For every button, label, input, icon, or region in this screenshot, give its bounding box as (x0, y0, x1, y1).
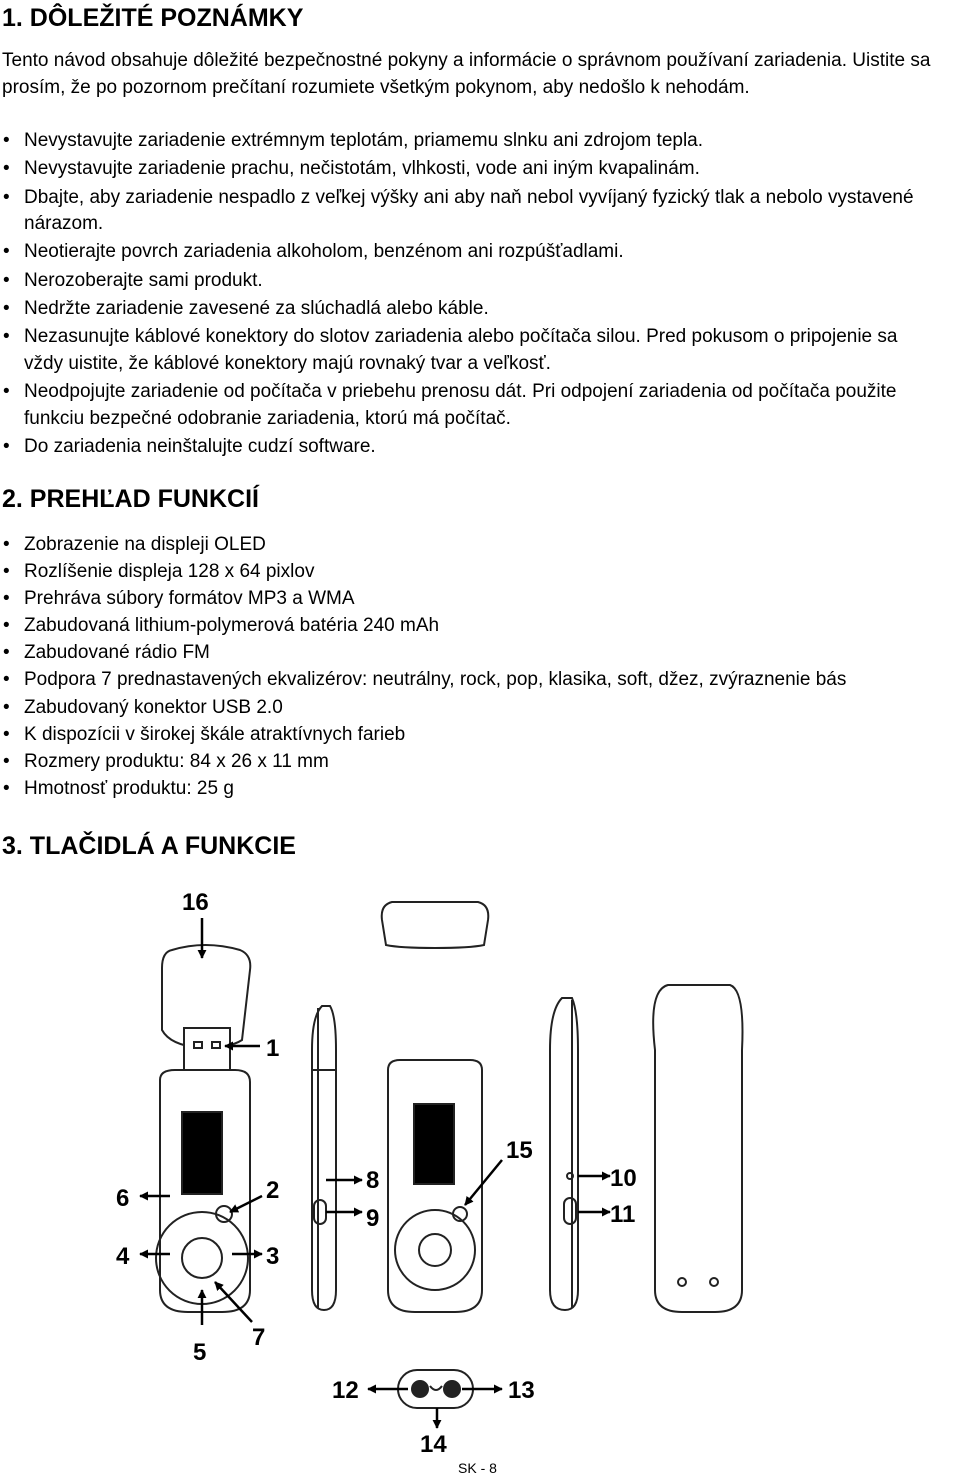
list-item: • Neotierajte povrch zariadenia alkoholom, benzénom ani rozpúšťadlami. (2, 239, 937, 266)
list-item: • Zabudované rádio FM (2, 639, 846, 666)
player-front (156, 1070, 250, 1312)
list-item: • Zabudovaný konektor USB 2.0 (2, 694, 846, 721)
list-item: • Zabudovaná lithium-polymerová batéria 240 mAh (2, 612, 846, 639)
list-item: • Zobrazenie na displeji OLED (2, 531, 846, 558)
callout-15: 15 (506, 1137, 533, 1164)
list-item: • Do zariadenia neinštalujte cudzí software. (2, 434, 937, 461)
list-item: • Nevystavujte zariadenie prachu, nečistotám, vlhkosti, vode ani iným kvapalinám. (2, 156, 937, 183)
player-rear (382, 902, 489, 1312)
callout-10: 10 (610, 1165, 637, 1192)
cap-rear (653, 985, 742, 1312)
list-item: • Hmotnosť produktu: 25 g (2, 775, 846, 802)
callout-12: 12 (332, 1377, 359, 1404)
section-1-heading: 1. DÔLEŽITÉ POZNÁMKY (2, 4, 304, 32)
callout-4: 4 (116, 1243, 130, 1270)
callout-16: 16 (182, 889, 209, 916)
safety-list (2, 128, 937, 462)
list-item: • Dbajte, aby zariadenie nespadlo z veľkej výšky ani aby naň nebol vyvíjaný fyzický tlak a nebolo vystavené nárazom. (2, 185, 937, 238)
section-3-heading: 3. TLAČIDLÁ A FUNKCIE (2, 832, 296, 860)
list-item: • Podpora 7 prednastavených ekvalizérov: neutrálny, rock, pop, klasika, soft, džez, zvýraznenie bás (2, 666, 846, 693)
list-item: • Rozmery produktu: 84 x 26 x 11 mm (2, 748, 846, 775)
oled-display (182, 1112, 222, 1194)
device-diagram (0, 875, 960, 1460)
list-item: • Prehráva súbory formátov MP3 a WMA (2, 585, 846, 612)
section-2-heading: 2. PREHĽAD FUNKCIÍ (2, 485, 259, 513)
headphone-jack-panel (398, 1370, 473, 1408)
callout-11: 11 (610, 1201, 636, 1228)
callout-6: 6 (116, 1185, 130, 1212)
player-side-left (312, 1006, 336, 1310)
callout-5: 5 (193, 1339, 207, 1366)
list-item: • Neodpojujte zariadenie od počítača v priebehu prenosu dát. Pri odpojení zariadenia od počítača použite funkciu bezpečné odobranie zariadenia, ktorú má počítač. (2, 379, 937, 432)
callout-1: 1 (266, 1035, 280, 1062)
callout-3: 3 (266, 1243, 280, 1270)
callout-2: 2 (266, 1177, 280, 1204)
list-item: • Nedržte zariadenie zavesené za slúchadlá alebo káble. (2, 296, 937, 323)
callout-14: 14 (420, 1431, 447, 1458)
list-item: • Nerozoberajte sami produkt. (2, 268, 937, 295)
list-item: • Nezasunujte káblové konektory do slotov zariadenia alebo počítača silou. Pred pokusom o pripojenie sa vždy uistite, že káblové konektory majú rovnaký tvar a veľkosť. (2, 324, 937, 377)
usb-connector (184, 1028, 230, 1076)
features-list (2, 531, 846, 802)
callout-13: 13 (508, 1377, 535, 1404)
callout-7: 7 (252, 1324, 266, 1351)
intro-paragraph: Tento návod obsahuje dôležité bezpečnostné pokyny a informácie o správnom používaní zariadenia. Uistite sa prosím, že po pozornom prečítaní rozumiete všetkým pokynom, aby nedošlo k nehodám. (2, 50, 931, 98)
page-number: SK - 8 (458, 1460, 497, 1476)
list-item: • K dispozícii v širokej škále atraktívnych farieb (2, 721, 846, 748)
callout-9: 9 (366, 1205, 380, 1232)
list-item: • Rozlíšenie displeja 128 x 64 pixlov (2, 558, 846, 585)
player-side-right (550, 998, 578, 1310)
callout-8: 8 (366, 1167, 380, 1194)
list-item: • Nevystavujte zariadenie extrémnym teplotám, priamemu slnku ani zdrojom tepla. (2, 128, 937, 155)
